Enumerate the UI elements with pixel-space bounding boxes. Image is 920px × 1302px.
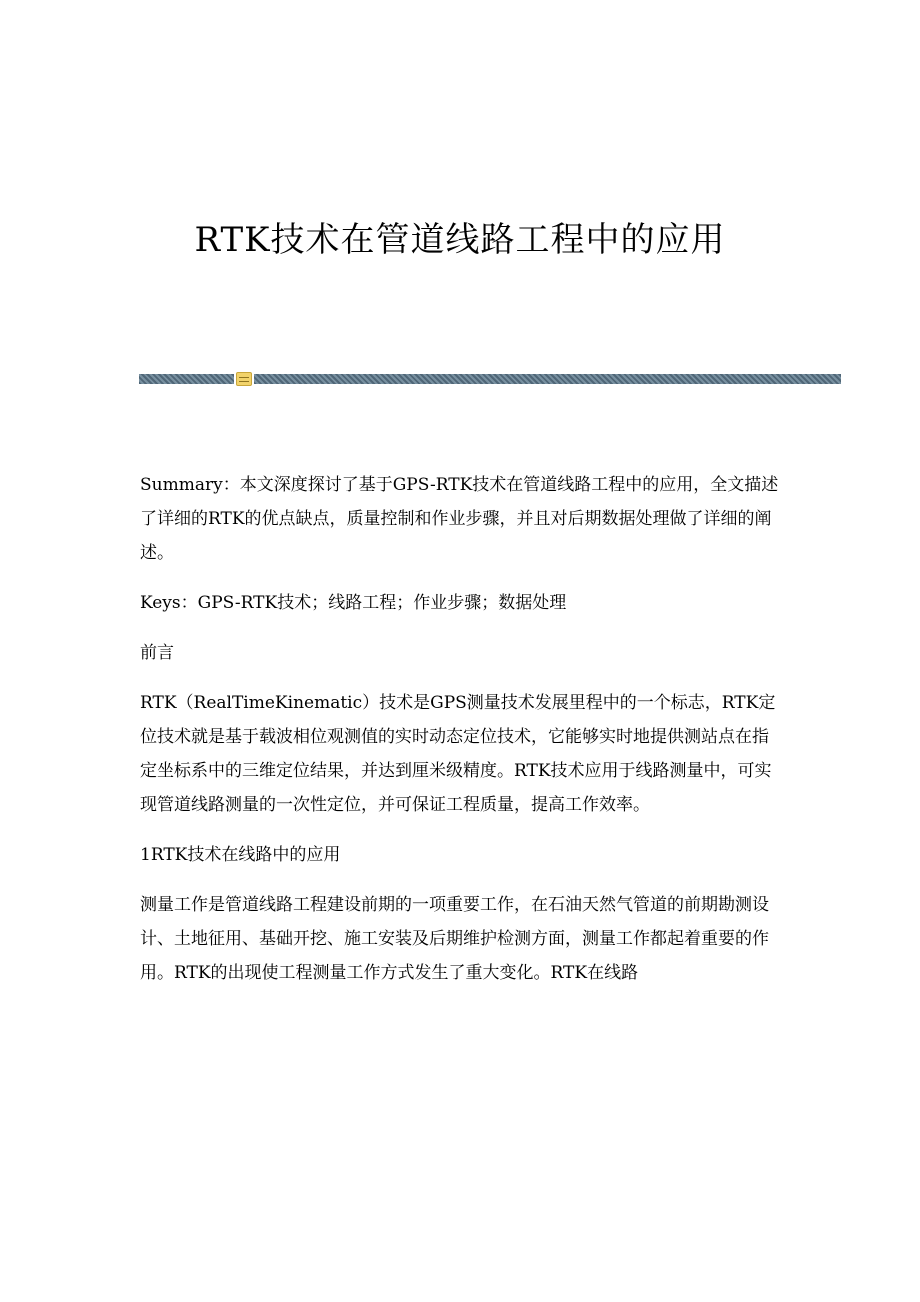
section-1-heading: 1RTK技术在线路中的应用 — [140, 845, 341, 865]
preface-paragraph: RTK（RealTimeKinematic）技术是GPS测量技术发展里程中的一个标志，RTK定位技术就是基于载波相位观测值的实时动态定位技术，它能够实时地提供测站点在指定坐标系中的三维定位结果，并达到厘米级精度。RTK技术应用于线路测量中，可实现管道线路测量的一次性定位，并可保证工程质量，提高工作效率。 — [140, 693, 776, 815]
section-1-paragraph: 测量工作是管道线路工程建设前期的一项重要工作，在石油天然气管道的前期勘测设计、土地征用、基础开挖、施工安装及后期维护检测方面，测量工作都起着重要的作用。RTK的出现使工程测量工作方式发生了重大变化。RTK在线路 — [140, 895, 769, 983]
page-title: RTK技术在管道线路工程中的应用 — [194, 220, 726, 260]
divider-bar-left — [139, 374, 234, 384]
preface-heading: 前言 — [140, 643, 174, 663]
keywords-paragraph: Keys：GPS-RTK技术；线路工程；作业步骤；数据处理 — [140, 593, 567, 613]
title-divider-left — [139, 374, 234, 384]
divider-bar-right — [254, 374, 841, 384]
document-mark-icon — [236, 372, 252, 386]
summary-paragraph: Summary：本文深度探讨了基于GPS-RTK技术在管道线路工程中的应用，全文描述了详细的RTK的优点缺点，质量控制和作业步骤，并且对后期数据处理做了详细的阐述。 — [140, 475, 779, 563]
title-divider-right — [254, 374, 841, 384]
document-content — [140, 468, 780, 1006]
